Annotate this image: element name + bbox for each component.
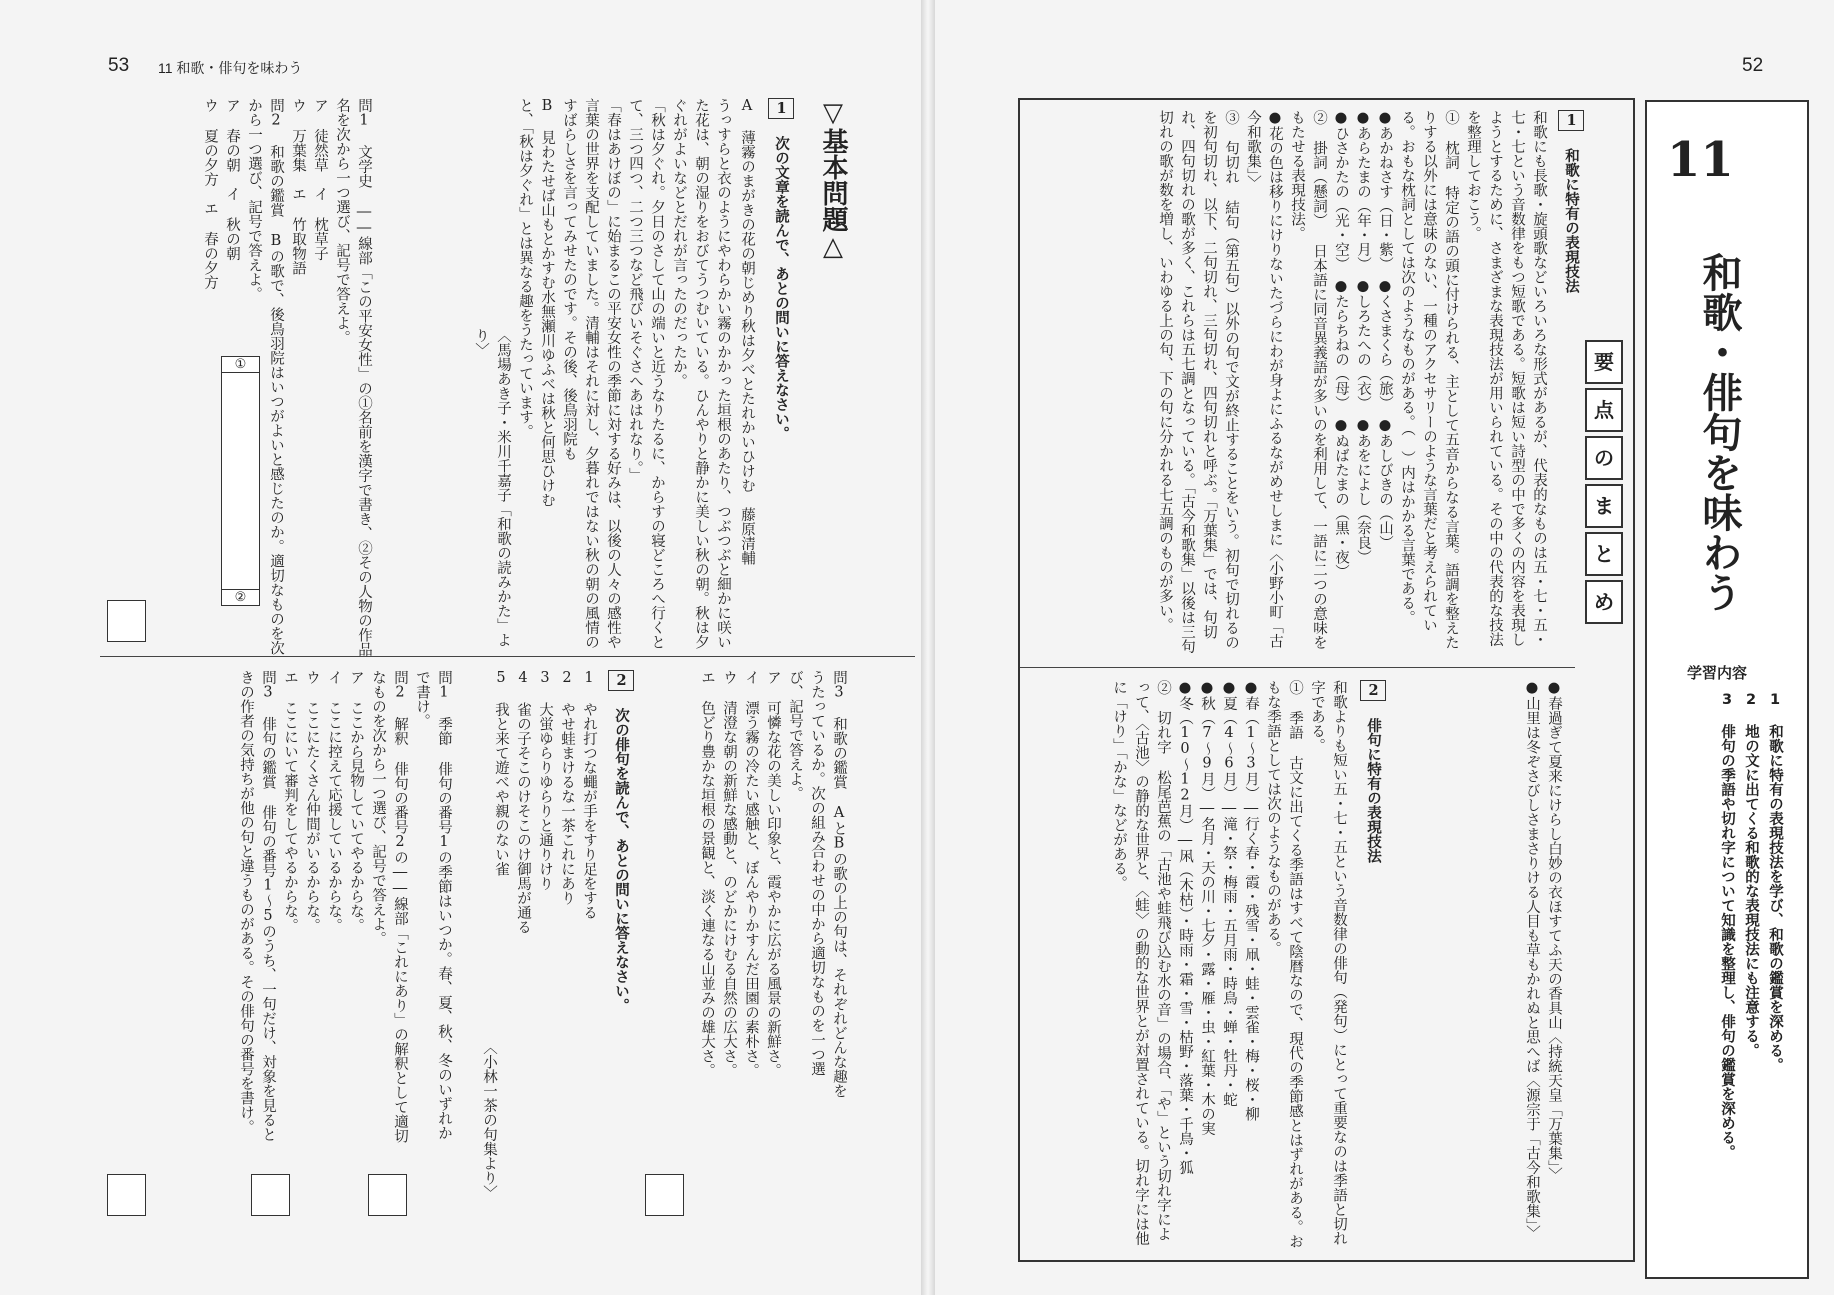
summary-char: 要 [1585,340,1623,384]
learning-items [1687,692,1787,1232]
choice-line: ウ 万葉集 エ 竹取物語 [290,98,306,275]
answer-label: ① [222,357,259,373]
question-1: 問1 文学史 ――線部「この平安女性」の①名前を漢字で書き、②その人物の作品名を次から一つ選び、記号で答えよ。 [334,98,372,657]
q1-number: 1 [768,98,794,119]
q2-prompt: 2 次の俳句を読んで、あとの問いに答えなさい。 [608,670,634,1120]
passage-paragraph: 「春はあけぼの」に始まるこの平安女性の季節に対する好みは、以後の人々の感性や言葉の世界を支配していました。清輔はそれに対し、夕暮れではない秋の朝の風情のすばらしさを言ってみせたのです。その後、後鳥羽院も [561,98,621,649]
passage-paragraph: と、「秋は夕ぐれ」とは異なる趣をうたっています。 [517,98,533,439]
sec2-heading: 2 俳句に特有の表現技法 [1360,680,1386,980]
haiku: 5 我と来て遊べや親のない雀 [493,670,509,876]
learning-item: 1 和歌に特有の表現技法を学び、和歌の鑑賞を深める。 [1767,692,1783,1072]
passage-source: 〈馬場あき子・米川千嘉子「和歌の読みかた」より〉 [473,328,511,647]
q2-questions: 問1 季節 俳句の番号1の季節はいつか。春、夏、秋、冬のいずれかで書け。 問2 解釈 俳句の番号2の――線部「これにあり」の解釈として適切なものを次から一つ選び、記号で答えよ。 ア ここから見物していてやるからな。 イ ここに控えて応援しているからな。 ウ ここにたくさん仲間がいるからな。 エ ここにいて審判をしてやるからな。 問3 俳句の鑑賞 俳句の番号1〜5のうち、一句だけ、対象を見るときの作者の気持ちが他の句と違うものがある。その俳句の番号を書け。 [238,670,452,1143]
chapter-title-bar [1645,100,1809,1279]
page-number-right: 52 [1742,55,1764,76]
summary-char: 点 [1585,388,1623,432]
haiku: 1 やれ打つな蠅が手をすり足をする [581,670,597,920]
chapter-title: 和歌・俳句を味わう [1696,252,1742,612]
book-gutter [921,0,935,1295]
answer-box-q2-1[interactable] [368,1174,407,1216]
summary-label [1585,340,1623,614]
answer-label: ② [222,589,259,605]
summary-char: め [1585,580,1623,624]
summary-char: と [1585,532,1623,576]
summary-char: ま [1585,484,1623,528]
haiku: 2 やせ蛙まけるな一茶これにあり [559,670,575,905]
sec1-continued: ●春過ぎて夏来にけらし白妙の衣ほすてふ天の香具山〈持統天皇「万葉集」〉 ●山里は冬ぞさびしさまさりける人目も草もかれぬと思へば〈源宗于「古今和歌集」〉 [1524,680,1562,1240]
haiku: 3 大蛍ゆらりゆらりと通りけり [537,670,553,891]
passage-poem-b: B 見わたせば山もとかすむ水無瀬川ゆふべは秋と何思ひけむ [539,98,555,507]
answer-box-q2-2[interactable] [251,1174,290,1216]
q1-question-3: 問3 和歌の鑑賞 AとBの歌の上の句は、それぞれどんな趣をうたっているか。次の組み合わせの中から適切なものを一つ選び、記号で答えよ。 ア 可憐な花の美しい印象と、霞やかに広がる風景の新鮮さ。 イ 漂う霧の冷たい感触と、ぼんやりかすんだ田園の素朴さ。 ウ 清澄な朝の新鮮な感動と、のどかにけむる自然の広大さ。 エ 色どり豊かな垣根の景観と、淡く連なる山並みの雄大さ。 [699,670,847,1098]
triangle-icon: △ [818,232,848,262]
question-2: 問2 和歌の鑑賞 Bの歌で、後鳥羽院はいつがよいと感じたのか。適切なものを次から一つ選び、記号で答えよ。 [246,98,284,655]
answer-box-q2-3[interactable] [107,1174,146,1216]
divider [100,656,915,657]
learning-heading: 学習内容 [1687,664,1748,682]
answer-box-q1-3[interactable] [645,1174,684,1216]
triangle-icon: ▽ [818,98,848,128]
learning-item: 3 俳句の季語や切れ字について知識を整理し、俳句の鑑賞を深める。 [1719,692,1735,1159]
learning-item: 2 地の文に出てくる和歌的な表現技法にも注意する。 [1743,692,1759,1058]
divider [1020,667,1575,668]
choice-line: ア 春の朝 イ 秋の朝 [224,98,240,261]
sec2-number: 2 [1360,680,1386,701]
q1-passage [388,98,758,658]
sec1-heading: 1 和歌に特有の表現技法 [1558,110,1584,410]
page-number-left: 53 [108,55,130,76]
choice-line: ウ 夏の夕方 エ 春の夕方 [202,98,218,290]
section-heading: ▽基本問題△ [818,98,848,262]
sec1-number: 1 [1558,110,1584,131]
passage-poem-a: A 薄霧のまがきの花の朝じめり秋は夕べとたれかいひけむ 藤原清輔 [739,98,755,565]
running-head: 11 和歌・俳句を味わう [158,60,303,76]
haiku: 4 雀の子そこのけそこのけ御馬が通る [515,670,531,934]
q2-source: 〈小林一茶の句集より〉 [481,1040,497,1200]
passage-paragraph: うっすらと衣のようにやわらかい霧のかかった垣根のあたり、つぶつぶと細かに咲いた花は、朝の湿りをおびてうつむいている。ひんやりと静かに美しい秋の朝。秋は夕ぐれがよいなどとだれが言ったのだったか。 [671,98,731,649]
choice-line: ア 徒然草 イ 枕草子 [312,98,328,261]
answer-box-q1-2[interactable] [107,600,146,642]
q2-number: 2 [608,670,634,691]
chapter-number: 11 [1667,132,1734,188]
answer-box-name[interactable] [221,356,260,606]
q1-prompt: 1 次の文章を読んで、あとの問いに答えなさい。 [768,98,794,498]
sec2-body: 和歌よりも短い五・七・五という音数律の俳句（発句）にとって重要なのは季語と切れ字である。 ① 季語 古文に出てくる季語はすべて陰暦なので、現代の季節感とはずれがある。おもな季語としては次のようなものがある。 ●春（1〜3月）―行く春・霞・残雪・凧・蛙・雲雀・梅・桜・柳 ●夏（4〜6月）―滝・祭・梅雨・五月雨・時鳥・蝉・牡丹・蛇 ●秋（7〜9月）―名月・天の川・七夕・露・雁・虫・紅葉・木の実 ●冬（10〜12月）―凩（木枯）・時雨・霜・雪・枯野・落葉・千鳥・狐 ② 切れ字 松尾芭蕉の「古池や蛙飛び込む水の音」の場合、「や」という切れ字によって、〈古池〉の静的な世界と、〈蛙〉の動的な世界とが対置されている。切れ字には他に「けり」「かな」などがある。 [1111,680,1347,1249]
sec1-body: 和歌にも長歌・旋頭歌などいろいろな形式があるが、代表的なものは五・七・五・七・七という音数律をもつ短歌である。短歌は短い詩型の中で多くの内容を表現しようとするために、さまざまな表現技法が用いられている。その中の代表的な技法を整理しておこう。 ① 枕詞 特定の語の頭に付けられる、主として五音からなる言葉。語調を整えたりする以外には意味のない、一種のアクセサリーのような言葉だと考えられている。おもな枕詞としては次のようなものがある。（ ）内はかかる言葉である。 ●あかねさす（日・紫） ●くさまくら（旅） ●あしびきの（山） ●あらたまの（年・月） ●しろたへの（衣） ●あをによし（奈良） ●ひさかたの（光・空） ●たらちねの（母） ●ぬばたまの（黒・夜） ② 掛詞（懸詞） 日本語に同音異義語が多いのを利用して、一語に二つの意味をもたせる表現技法。 ●花の色は移りにけりないたづらにわが身よにふるながめせしまに〈小野小町「古今和歌集」〉 ③ 句切れ 結句（第五句）以外の句で文が終止することをいう。初句で切れるのを初句切れ、以下、二句切れ、三句切れ、四句切れと呼ぶ。「万葉集」では、句切れ、四句切れの歌が多く、これらは五七調となっている。「古今和歌集」以後は三句切れの歌が数を増し、いわゆる上の句、下の句に分かれる七五調のものが多い。 [1157,110,1547,654]
passage-paragraph: 「秋は夕ぐれ。夕日のさして山の端いと近うなりたるに、からすの寝どころへ行くとて、三つ四つ、二つ三つなど飛びいそぐさへあはれなり。」 [627,98,665,649]
summary-char: の [1585,436,1623,480]
